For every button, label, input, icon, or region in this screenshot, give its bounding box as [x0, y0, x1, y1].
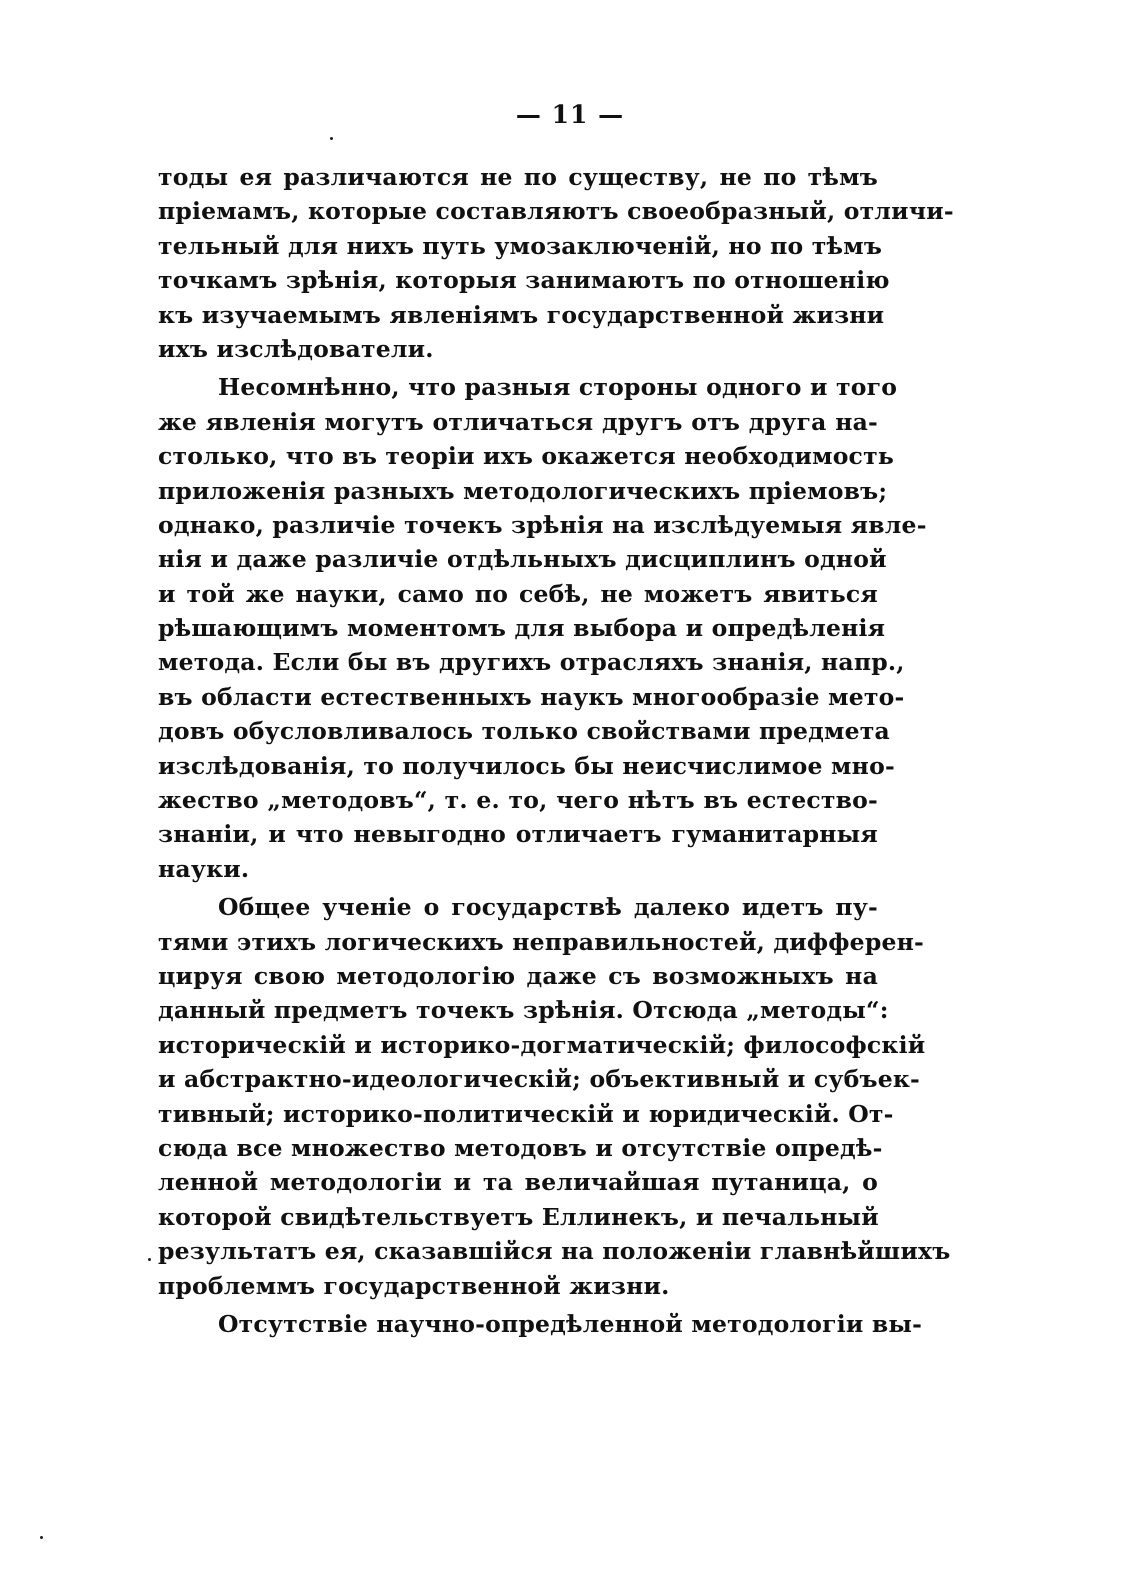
text-line: Отсутствіе научно-опредѣленной методологіи вы- [218, 1309, 923, 1338]
text-line: нія и даже различіе отдѣльныхъ дисциплинъ одной [158, 545, 887, 574]
text-line: Общее ученіе о государствѣ далеко идетъ пу- [218, 893, 878, 922]
text-line: данный предметъ точекъ зрѣнія. Отсюда „методы“: [158, 996, 889, 1025]
text-line: и абстрактно-идеологическій; объективный и субъек- [158, 1065, 920, 1094]
text-line: однако, различіе точекъ зрѣнія на изслѣдуемыя явле- [158, 510, 927, 539]
text-line: сюда все множество методовъ и отсутствіе опредѣ- [158, 1133, 883, 1162]
text-line: столько, что въ теоріи ихъ окажется необходимость [158, 442, 894, 471]
text-line: тельный для нихъ путь умозаключеній, но по тѣмъ [158, 231, 883, 260]
scan-speck [148, 1258, 151, 1261]
text-line: которой свидѣтельствуетъ Еллинекъ, и печальный [158, 1202, 879, 1231]
text-line: ленной методологіи и та величайшая путаница, о [158, 1168, 878, 1197]
text-line: тоды ея различаются не по существу, не по тѣмъ [158, 163, 878, 191]
text-line: тями этихъ логическихъ неправильностей, дифферен- [158, 927, 924, 956]
text-line: пріемамъ, которые составляютъ своеобразный, отличи- [158, 197, 954, 226]
scan-speck [330, 137, 333, 140]
text-line: и той же науки, само по себѣ, не можетъ явиться [158, 579, 878, 608]
text-line: Несомнѣнно, что разныя стороны одного и того [218, 373, 898, 402]
text-line: науки. [158, 854, 250, 883]
paragraph [158, 370, 927, 886]
text-line: тивный; историко-политическій и юридическій. От- [158, 1099, 894, 1128]
body-text [158, 160, 954, 1341]
text-line: проблеммъ государственной жизни. [158, 1271, 670, 1300]
text-line: рѣшающимъ моментомъ для выбора и опредѣленія [158, 614, 886, 643]
paragraph [158, 160, 954, 366]
text-line: историческій и историко-догматическій; философскій [158, 1030, 926, 1059]
text-line: метода. Если бы въ другихъ отрасляхъ знанія, напр., [158, 648, 905, 677]
text-line: приложенія разныхъ методологическихъ пріемовъ; [158, 476, 888, 505]
text-line: изслѣдованія, то получилось бы неисчислимое мно- [158, 751, 895, 780]
text-line: ихъ изслѣдователи. [158, 334, 434, 363]
text-line: жество „методовъ“, т. е. то, чего нѣтъ въ естество- [158, 786, 878, 815]
scan-speck [40, 1536, 43, 1539]
text-line: довъ обусловливалось только свойствами предмета [158, 717, 890, 746]
paragraph [158, 890, 951, 1303]
text-line: же явленія могутъ отличаться другъ отъ друга на- [158, 407, 878, 436]
text-line: точкамъ зрѣнія, которыя занимаютъ по отношенію [158, 266, 890, 295]
text-line: знаніи, и что невыгодно отличаетъ гуманитарныя [158, 820, 878, 849]
text-line: цируя свою методологію даже съ возможныхъ на [158, 961, 878, 990]
text-line: къ изучаемымъ явленіямъ государственной жизни [158, 300, 885, 329]
text-line: въ области естественныхъ наукъ многообразіе мето- [158, 682, 905, 711]
text-line: результатъ ея, сказавшійся на положеніи главнѣйшихъ [158, 1237, 951, 1266]
paragraph [158, 1307, 923, 1341]
page-number: — 11 — [515, 100, 625, 129]
